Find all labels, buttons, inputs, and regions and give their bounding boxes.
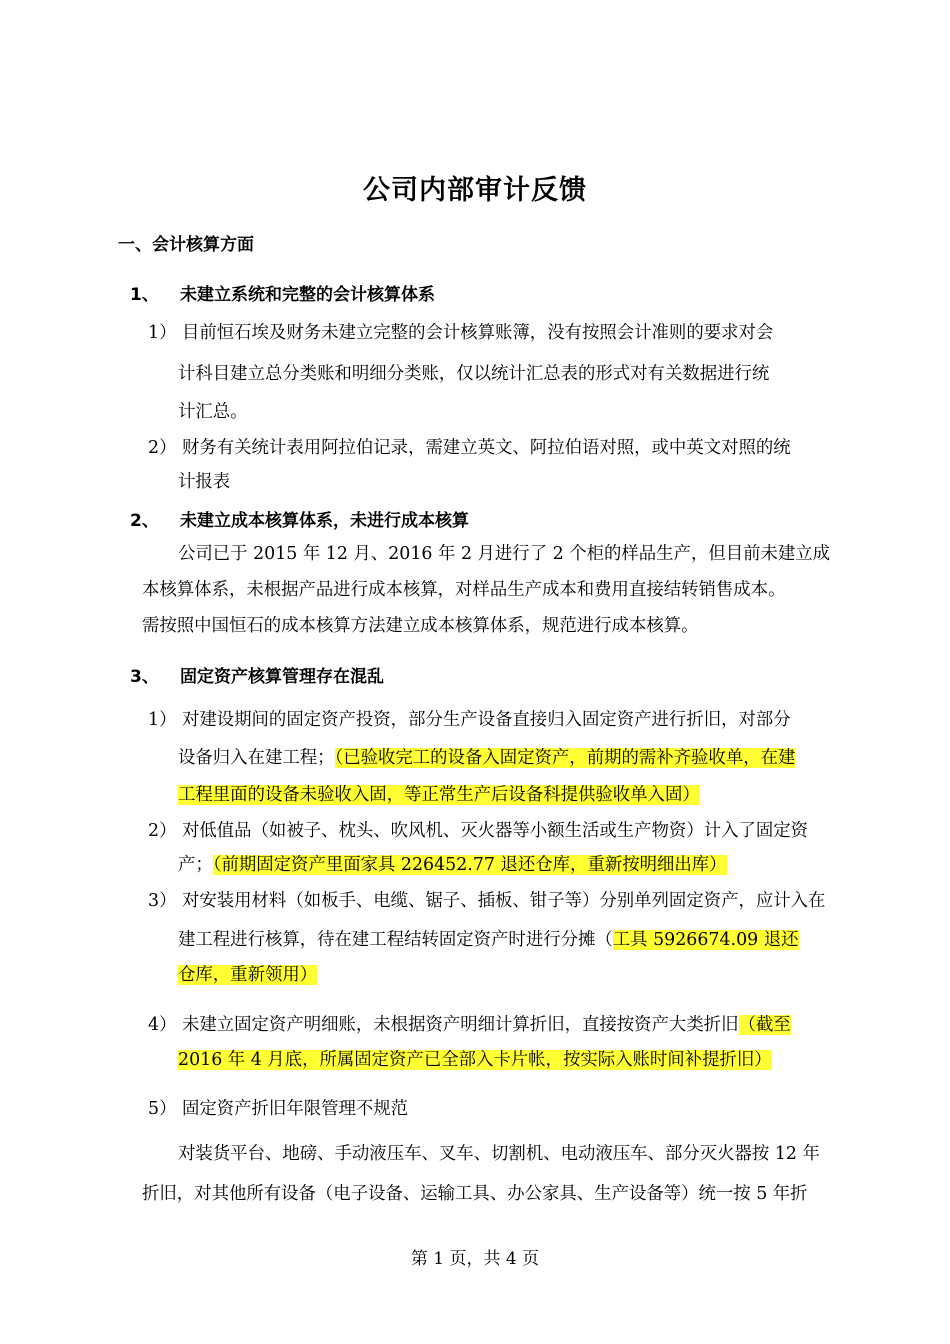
- document-title: 公司内部审计反馈: [363, 175, 587, 206]
- paragraph-line: 折旧，对其他所有设备（电子设备、运输工具、办公家具、生产设备等）统一按 5 年折: [142, 1184, 808, 1204]
- paragraph-line: 公司已于 2015 年 12 月、2016 年 2 月进行了 2 个柜的样品生产，但目前未建立成: [178, 544, 831, 564]
- text-run: 设备归入在建工程；: [178, 748, 335, 768]
- item-number: 2、: [130, 511, 159, 531]
- text-run: 4） 未建立固定资产明细账，未根据资产明细计算折旧，直接按资产大类折旧: [148, 1015, 739, 1035]
- highlighted-note: （已验收完工的设备入固定资产，前期的需补齐验收单，在建: [334, 748, 796, 768]
- text-run: 产；: [178, 855, 213, 875]
- item-title: 固定资产核算管理存在混乱: [180, 667, 384, 687]
- paragraph-line: 对装货平台、地磅、手动液压车、叉车、切割机、电动液压车、部分灭火器按 12 年: [178, 1144, 820, 1164]
- item-heading-3: [130, 662, 384, 687]
- highlighted-note: （截至: [738, 1015, 791, 1035]
- paragraph-line: [178, 853, 727, 877]
- paragraph-line: [148, 1013, 791, 1037]
- paragraph-line: [178, 928, 799, 952]
- paragraph-line: [178, 963, 317, 987]
- highlighted-note: 仓库，重新领用）: [178, 965, 318, 985]
- paragraph-line: 5） 固定资产折旧年限管理不规范: [148, 1099, 409, 1119]
- item-heading-1: [130, 280, 435, 305]
- paragraph-line: 1） 对建设期间的固定资产投资，部分生产设备直接归入固定资产进行折旧，对部分: [148, 710, 791, 730]
- paragraph-line: 3） 对安装用材料（如板手、电缆、锯子、插板、钳子等）分别单列固定资产，应计入在: [148, 891, 826, 911]
- paragraph-line: 计科目建立总分类账和明细分类账，仅以统计汇总表的形式对有关数据进行统: [178, 364, 770, 384]
- item-number: 3、: [130, 667, 159, 687]
- paragraph-line: [178, 746, 795, 770]
- highlighted-note: 工具 5926674.09 退还: [612, 930, 799, 950]
- paragraph-line: 计汇总。: [178, 402, 248, 422]
- paragraph-line: 2） 财务有关统计表用阿拉伯记录，需建立英文、阿拉伯语对照，或中英文对照的统: [148, 438, 791, 458]
- item-number: 1、: [130, 285, 159, 305]
- paragraph-line: [178, 1048, 772, 1072]
- paragraph-line: 2） 对低值品（如被子、枕头、吹风机、灭火器等小额生活或生产物资）计入了固定资: [148, 821, 809, 841]
- highlighted-note: （前期固定资产里面家具 226452.77 退还仓库，重新按明细出库）: [212, 855, 727, 875]
- text-run: 建工程进行核算，待在建工程结转固定资产时进行分摊（: [178, 930, 613, 950]
- paragraph-line: 计报表: [178, 472, 231, 492]
- paragraph-line: 需按照中国恒石的成本核算方法建立成本核算体系，规范进行成本核算。: [142, 616, 699, 636]
- paragraph-line: 1） 目前恒石埃及财务未建立完整的会计核算账簿，没有按照会计准则的要求对会: [148, 323, 774, 343]
- item-title: 未建立系统和完整的会计核算体系: [180, 285, 435, 305]
- item-heading-2: [130, 506, 469, 531]
- highlighted-note: 工程里面的设备未验收入固，等正常生产后设备科提供验收单入固）: [178, 785, 700, 805]
- item-title: 未建立成本核算体系，未进行成本核算: [180, 511, 469, 531]
- page-number: 第 1 页，共 4 页: [410, 1249, 540, 1269]
- highlighted-note: 2016 年 4 月底，所属固定资产已全部入卡片帐，按实际入账时间补提折旧）: [178, 1050, 772, 1070]
- section-heading: 一、会计核算方面: [118, 235, 254, 255]
- paragraph-line: [178, 783, 700, 807]
- paragraph-line: 本核算体系，未根据产品进行成本核算，对样品生产成本和费用直接结转销售成本。: [142, 580, 786, 600]
